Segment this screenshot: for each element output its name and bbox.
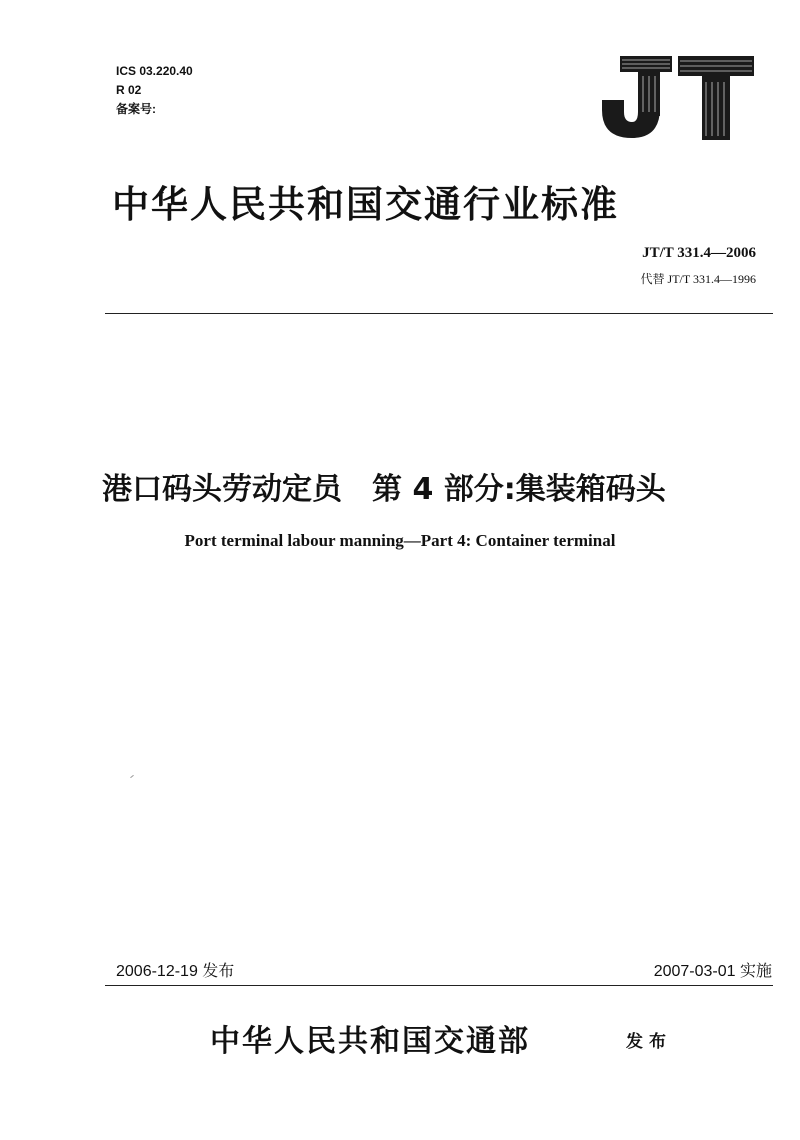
document-title-zh: 港口码头劳动定员 第 4 部分:集装箱码头 (102, 472, 666, 507)
top-divider (105, 313, 773, 314)
standard-code: JT/T 331.4—2006 (642, 245, 756, 261)
logo-text: JT (677, 104, 678, 105)
jt-logo (598, 52, 756, 140)
issue-date: 2006-12-19 发布 (116, 963, 235, 980)
document-title-en: Port terminal labour manning—Part 4: Container terminal (184, 531, 616, 550)
replaces-code: 代替 JT/T 331.4—1996 (640, 272, 756, 286)
filing-number-label: 备案号: (116, 102, 156, 116)
ics-code: ICS 03.220.40 (116, 64, 193, 78)
scan-speck (130, 775, 134, 778)
standard-category-title: 中华人民共和国交通行业标准 (112, 182, 619, 226)
issuing-authority: 中华人民共和国交通部 (210, 1024, 530, 1059)
bottom-divider (105, 985, 773, 986)
effective-date: 2007-03-01 实施 (653, 963, 772, 980)
issuing-authority-suffix: 发布 (626, 1032, 672, 1052)
ccs-code: R 02 (116, 83, 142, 97)
